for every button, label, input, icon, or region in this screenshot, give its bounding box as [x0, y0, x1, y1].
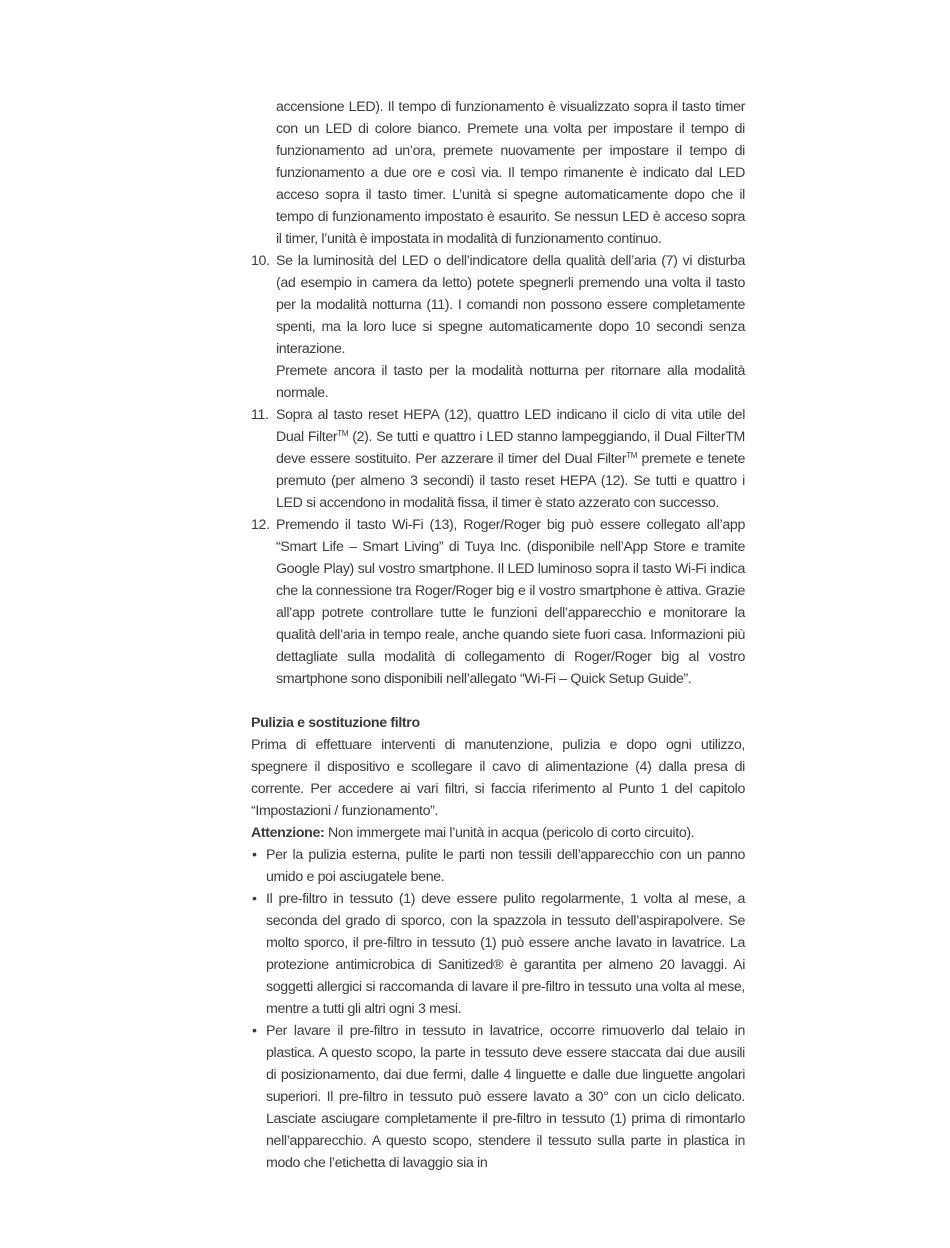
trademark-mark: TM: [337, 429, 349, 438]
bullet-text: Per la pulizia esterna, pulite le parti non tessili dell’apparecchio con un panno umido e poi asciugatele bene.: [266, 847, 745, 885]
bullet-item: [251, 888, 745, 1020]
list-item-11: [251, 404, 745, 514]
list-number: 11.: [251, 407, 269, 423]
attention-label: Attenzione:: [251, 825, 325, 841]
section-intro: Prima di effettuare interventi di manutenzione, pulizia e dopo ogni utilizzo, spegnere il dispositivo e scollegare il cavo di alimentazione (4) dalla presa di corrente. Per accedere ai vari filtri, si faccia riferimento al Punto 1 del capitolo “Impostazioni / funzionamento”.: [251, 737, 745, 819]
text-part: premete e tenete premuto (per almeno 3 secondi) il tasto reset HEPA (12). Se tutti e quattro i LED si accendono in modalità fissa, il timer è stato azzerato con successo.: [276, 451, 745, 511]
list-item-text: Premendo il tasto Wi-Fi (13), Roger/Roger big può essere collegato all’app “Smart Life – Smart Living” di Tuya Inc. (disponibile nell’App Store e tramite Google Play) sul vostro smartphone. Il LED luminoso sopra il tasto Wi-Fi indica che la connessione tra Roger/Roger big e il vostro smartphone è attiva. Grazie all’app potrete controllare tutte le funzioni dell’apparecchio e monitorare la qualità dell’aria in tempo reale, anche quando siete fuori casa. Informazioni più dettagliate sulla modalità di collegamento di Roger/Roger big al vostro smartphone sono disponibili nell’allegato “Wi-Fi – Quick Setup Guide”.: [276, 517, 745, 687]
list-number: 10.: [251, 253, 270, 269]
attention-text: Non immergete mai l’unità in acqua (pericolo di corto circuito).: [324, 825, 695, 841]
list-item-10: [251, 250, 745, 404]
list-number: 12.: [251, 517, 270, 533]
list-item-subparagraph: Premete ancora il tasto per la modalità notturna per ritornare alla modalità normale.: [276, 363, 745, 401]
trademark-mark: TM: [626, 451, 638, 460]
list-item-text: Se la luminosità del LED o dell’indicatore della qualità dell’aria (7) vi disturba (ad esempio in camera da letto) potete spegnerli premendo una volta il tasto per la modalità notturna (11). I comandi non possono essere completamente spenti, ma la loro luce si spegne automaticamente dopo 10 secondi senza interazione.: [276, 253, 745, 357]
bullet-item: [251, 844, 745, 888]
list-item-12: [251, 514, 745, 690]
manual-page: [251, 96, 745, 1174]
list-item-9-continuation: accensione LED). Il tempo di funzionamento è visualizzato sopra il tasto timer con un LED di colore bianco. Premete una volta per impostare il tempo di funzionamento ad un’ora, premete nuovamente per impostare il tempo di funzionamento a due ore e così via. Il tempo rimanente è indicato dal LED acceso sopra il tasto timer. L’unità si spegne automaticamente dopo che il tempo di funzionamento impostato è esaurito. Se nessun LED è acceso sopra il timer, l’unità è impostata in modalità di funzionamento continuo.: [276, 99, 745, 247]
bullet-text: Il pre-filtro in tessuto (1) deve essere pulito regolarmente, 1 volta al mese, a seconda del grado di sporco, con la spazzola in tessuto dell’aspirapolvere. Se molto sporco, il pre-filtro in tessuto (1) può essere anche lavato in lavatrice. La protezione antimicrobica di Sanitized® è garantita per almeno 20 lavaggi. Ai soggetti allergici si raccomanda di lavare il pre-filtro in tessuto una volta al mese, mentre a tutti gli altri ogni 3 mesi.: [266, 891, 745, 1017]
list-item-text: [276, 404, 745, 514]
attention-note: [251, 822, 745, 844]
cleaning-bullets: [251, 844, 745, 1174]
text-part: Sopra al tasto reset HEPA (12), quattro LED indicano il ciclo di vita utile del Dual Filter: [276, 407, 745, 445]
bullet-text: Per lavare il pre-filtro in tessuto in lavatrice, occorre rimuoverlo dal telaio in plastica. A questo scopo, la parte in tessuto deve essere staccata dai due ausili di posizionamento, dai due fermi, dalle 4 linguette e dalle due linguette angolari superiori. Il pre-filtro in tessuto può essere lavato a 30° con un ciclo delicato. Lasciate asciugare completamente il pre-filtro in tessuto (1) prima di rimontarlo nell’apparecchio. A questo scopo, stendere il tessuto sulla parte in plastica in modo che l’etichetta di lavaggio sia in: [266, 1023, 745, 1171]
bullet-dot-icon: •: [252, 891, 257, 907]
section-heading: Pulizia e sostituzione filtro: [251, 715, 420, 731]
text-part: (2). Se tutti e quattro i LED stanno lampeggiando, il Dual FilterTM deve essere sostituito. Per azzerare il timer del Dual Filter: [276, 429, 745, 467]
bullet-dot-icon: •: [252, 847, 257, 863]
bullet-item: [251, 1020, 745, 1174]
numbered-instructions: [251, 250, 745, 690]
bullet-dot-icon: •: [252, 1023, 257, 1039]
